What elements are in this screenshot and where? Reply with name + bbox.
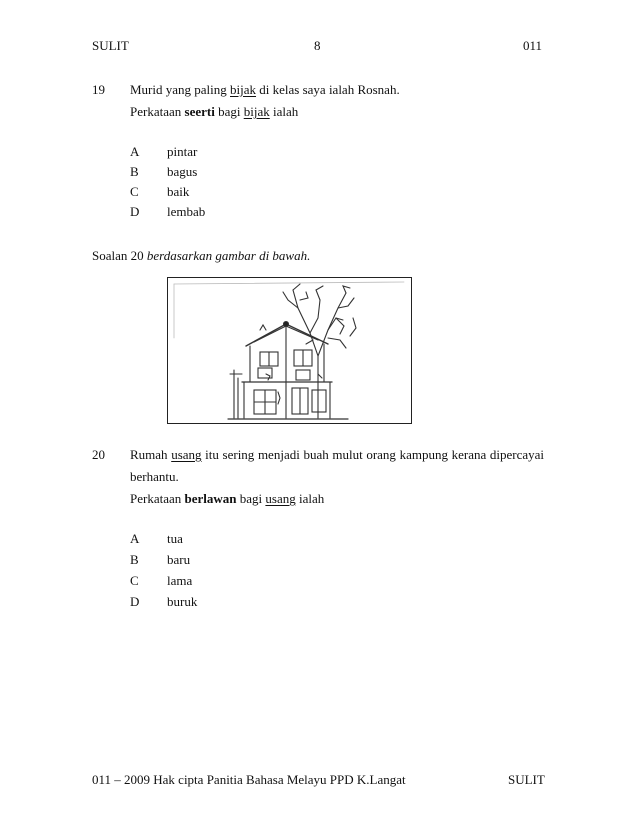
question-20-stem-continued: berhantu. xyxy=(130,469,179,484)
option-text: pintar xyxy=(167,144,198,159)
option-letter: B xyxy=(130,552,139,567)
stem-text: Rumah xyxy=(130,447,172,462)
prompt-text: ialah xyxy=(269,104,299,119)
option-text: lama xyxy=(167,573,193,588)
instruction-text: Soalan 20 xyxy=(92,248,147,263)
question-20-number: 20 xyxy=(92,447,105,462)
question-20-stem xyxy=(130,447,544,463)
option-letter: A xyxy=(130,144,140,159)
option-text: buruk xyxy=(167,594,198,609)
option-letter: C xyxy=(130,184,139,199)
prompt-text: ialah xyxy=(295,491,325,506)
question-20-prompt xyxy=(130,491,324,507)
footer-copyright: 011 – 2009 Hak cipta Panitia Bahasa Melayu PPD K.Langat xyxy=(92,772,406,787)
stem-text: di kelas saya ialah Rosnah. xyxy=(256,82,400,97)
underlined-word: bijak xyxy=(230,82,257,97)
stem-text: Murid yang paling xyxy=(130,82,231,97)
option-letter: B xyxy=(130,164,139,179)
footer-right: SULIT xyxy=(508,772,545,787)
option-letter: C xyxy=(130,573,139,588)
page-number: 8 xyxy=(314,38,321,53)
prompt-text: Perkataan xyxy=(130,491,185,506)
underlined-word: usang xyxy=(265,491,296,506)
option-text: bagus xyxy=(167,164,198,179)
header-right: 011 xyxy=(523,38,543,53)
question-19-stem xyxy=(130,82,400,98)
prompt-text: Perkataan xyxy=(130,104,185,119)
underlined-word: usang xyxy=(171,447,202,462)
haunted-house-sketch-icon xyxy=(168,278,410,422)
instruction-italic: berdasarkan gambar di bawah. xyxy=(146,248,311,263)
question-19-prompt xyxy=(130,104,298,120)
question-19-number: 19 xyxy=(92,82,105,97)
instruction xyxy=(92,248,310,264)
option-letter: A xyxy=(130,531,140,546)
house-picture xyxy=(167,277,412,424)
underlined-word: bijak xyxy=(243,104,270,119)
option-text: baru xyxy=(167,552,191,567)
stem-text: itu sering menjadi buah mulut orang kampung kerana dipercayai xyxy=(201,447,544,462)
option-text: tua xyxy=(167,531,183,546)
prompt-text: bagi xyxy=(214,104,244,119)
bold-keyword: berlawan xyxy=(184,491,237,506)
option-letter: D xyxy=(130,594,140,609)
header-left: SULIT xyxy=(92,38,129,53)
bold-keyword: seerti xyxy=(184,104,215,119)
prompt-text: bagi xyxy=(236,491,266,506)
option-text: lembab xyxy=(167,204,206,219)
option-text: baik xyxy=(167,184,190,199)
option-letter: D xyxy=(130,204,140,219)
